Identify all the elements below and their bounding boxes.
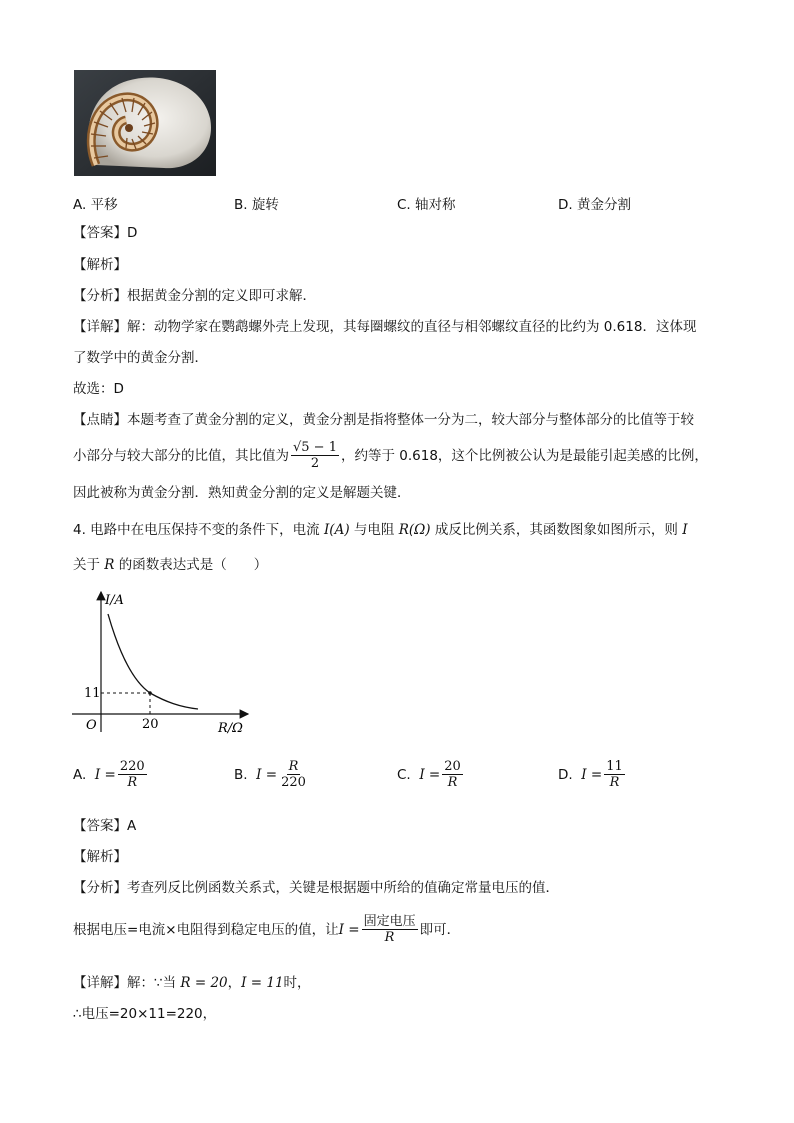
point-20-11: [148, 691, 152, 695]
q3-option-c: C. 轴对称: [397, 197, 456, 213]
q4-fenxi: 【分析】考查列反比例函数关系式，关键是根据题中所给的值确定常量电压的值．: [73, 880, 559, 896]
q4-stem-line2: 关于 R 的函数表达式是（ ）: [73, 557, 268, 573]
q3-fenxi: 【分析】根据黄金分割的定义即可求解．: [73, 288, 316, 304]
q3-option-a: A. 平移: [73, 197, 118, 213]
x-axis-label: R/Ω: [218, 721, 243, 736]
q4-option-d: D. I = $\frac{11}{R}$: [558, 759, 623, 790]
hyperbola-curve: [108, 614, 198, 709]
q3-xiangjie-line1: 【详解】解：动物学家在鹦鹉螺外壳上发现，其每圈螺纹的直径与相邻螺纹直径的比约为 0.618．这体现: [73, 319, 697, 335]
x-tick-20: 20: [142, 717, 159, 732]
golden-ratio-fraction: $\frac{√5 - 1}{2}$: [293, 440, 337, 471]
nautilus-shell-image: [74, 70, 216, 176]
q4-line2: 根据电压=电流×电阻得到稳定电压的值，让 I = $\frac{\text{固定电压}}{R}$ 即可．: [73, 914, 461, 945]
origin-label: O: [86, 718, 97, 733]
q3-jiexi-heading: 【解析】: [73, 257, 127, 273]
inverse-proportion-graph: [68, 586, 258, 738]
q3-guxuan: 故选：D: [73, 381, 124, 397]
q4-answer: 【答案】A: [73, 818, 137, 834]
q3-option-d: D. 黄金分割: [558, 197, 631, 213]
q3-dianjing-line2: 小部分与较大部分的比值，其比值为 $\frac{√5 - 1}{2}$ ，约等于 0.618，这个比例被公认为是最能引起美感的比例，: [73, 440, 708, 471]
q4-option-b: B. I = $\frac{R}{220}$: [234, 759, 306, 790]
q4-stem-line1: 4. 电路中在电压保持不变的条件下，电流 I(A) 与电阻 R(Ω) 成反比例关系，其函数图象如图所示，则 I: [73, 522, 688, 538]
q4-option-c: C. I = $\frac{20}{R}$: [397, 759, 461, 790]
q3-dianjing-line3: 因此被称为黄金分割．熟知黄金分割的定义是解题关键．: [73, 485, 411, 501]
q4-jiexi-heading: 【解析】: [73, 849, 127, 865]
q3-dianjing-line1: 【点睛】本题考查了黄金分割的定义，黄金分割是指将整体一分为二，较大部分与整体部分的比值等于较: [73, 412, 694, 428]
q4-option-a: A. I = $\frac{220}{R}$: [73, 759, 145, 790]
q3-answer: 【答案】D: [73, 225, 138, 241]
q3-xiangjie-line2: 了数学中的黄金分割．: [73, 350, 208, 366]
y-axis-label: I/A: [105, 593, 124, 608]
q4-last-line: ∴电压=20×11=220，: [73, 1006, 217, 1022]
q4-xiangjie: 【详解】解：∵当 R = 20，I = 11时，: [73, 975, 311, 991]
y-tick-11: 11: [84, 686, 101, 701]
q3-option-b: B. 旋转: [234, 197, 279, 213]
